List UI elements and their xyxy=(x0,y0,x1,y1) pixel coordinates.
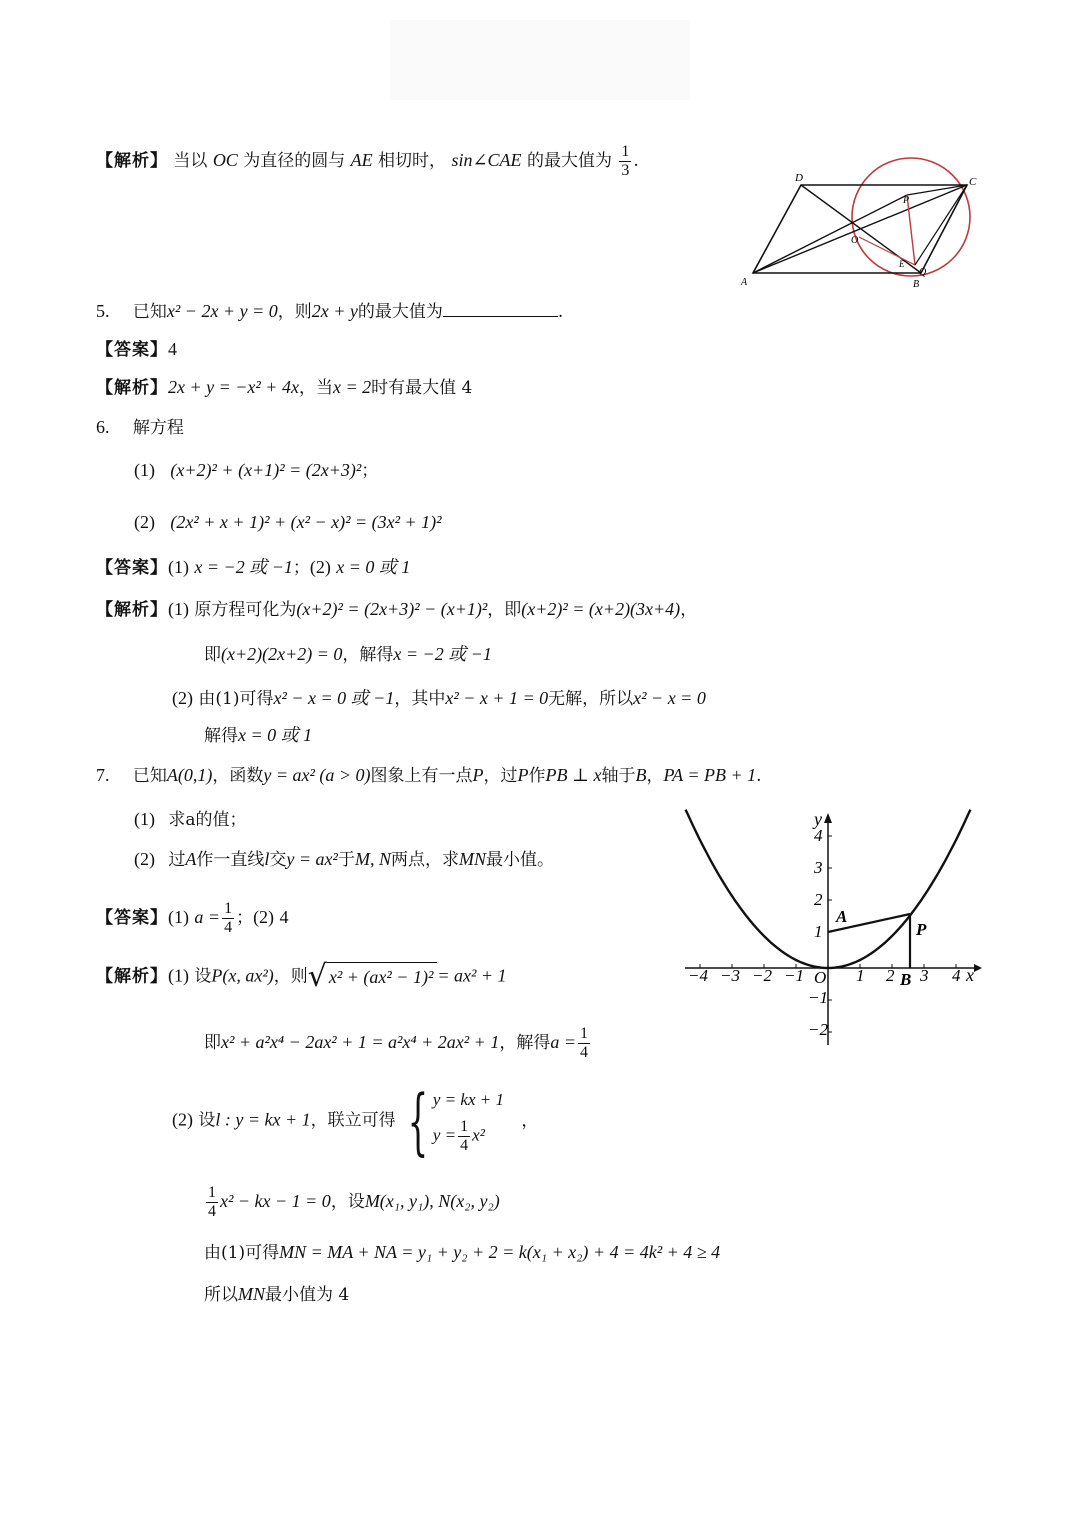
q6-part2 xyxy=(134,510,442,535)
line-oq xyxy=(859,237,915,265)
diagonal-ac xyxy=(753,185,967,273)
numerator: 1 xyxy=(579,1025,588,1042)
math-pb: PB ⊥ x xyxy=(545,765,602,785)
text: 相切时， xyxy=(378,151,447,171)
q7-part1 xyxy=(134,807,247,832)
q6-analysis-4 xyxy=(204,723,312,748)
denominator: 4 xyxy=(208,1203,216,1220)
text: 交 xyxy=(269,850,287,870)
q5-stem xyxy=(96,298,563,324)
text: ，当 xyxy=(298,378,333,398)
part-label: (1) xyxy=(134,809,155,829)
answer-2: x = 0 或 1 xyxy=(336,557,411,577)
part-label: (2) xyxy=(172,688,193,708)
fraction xyxy=(458,1118,470,1155)
y-tick-label: 3 xyxy=(814,858,823,877)
q7-analysis-1 xyxy=(96,959,507,994)
fraction xyxy=(578,1025,590,1062)
text: . xyxy=(557,302,564,322)
math-eq: x² − kx − 1 = 0 xyxy=(220,1191,331,1211)
text: 即 xyxy=(204,1033,221,1053)
math-eq: x² − x = 0 或 −1 xyxy=(273,688,395,708)
text: 时有最大值 4 xyxy=(371,378,473,398)
math-ae: AE xyxy=(350,150,373,170)
text: ， xyxy=(646,766,664,786)
math-eq: (2x² + x + 1)² + (x² − x)² = (3x² + 1)² xyxy=(170,512,442,532)
text: 解方程 xyxy=(132,418,184,438)
text: . xyxy=(633,151,639,171)
text: 轴于 xyxy=(601,766,636,786)
math-eq: x² − x = 0 xyxy=(633,688,706,708)
analysis-label: 【解析】 xyxy=(96,966,168,987)
square-root xyxy=(307,959,438,994)
equation-system xyxy=(401,1079,504,1163)
x-tick-label: 2 xyxy=(886,966,895,985)
y-axis-label: y xyxy=(814,809,822,829)
text: ，设 xyxy=(330,1192,365,1212)
text: ，联立可得 xyxy=(310,1110,396,1131)
answer-2: 4 xyxy=(279,907,289,927)
q4-analysis-line xyxy=(96,143,639,180)
math-cond: PA = PB + 1 xyxy=(663,765,757,785)
text: 由(1)可得 xyxy=(198,689,274,709)
text: 作一直线 xyxy=(196,850,265,870)
q5-answer xyxy=(96,337,177,362)
analysis-label: 【解析】 xyxy=(96,378,168,398)
point-a-label: A xyxy=(836,907,848,926)
text: 设 xyxy=(198,1110,216,1131)
text: 求a的值； xyxy=(168,810,247,830)
answer-1: x = −2 或 −1 xyxy=(194,557,293,577)
numerator: 1 xyxy=(224,900,233,917)
part-label: (1) xyxy=(168,557,189,577)
part-label: (2) xyxy=(253,907,275,927)
brace: { xyxy=(407,1079,429,1163)
y-tick-label: 1 xyxy=(814,922,823,941)
q7-analysis-4 xyxy=(204,1184,500,1221)
denominator: 4 xyxy=(224,919,233,936)
text: ； xyxy=(361,461,379,481)
text: 最小值为 4 xyxy=(265,1285,350,1305)
label-o: O xyxy=(851,235,859,246)
math-l: l xyxy=(264,849,270,869)
circle-oc xyxy=(852,158,970,276)
answer-value: 4 xyxy=(168,339,177,359)
radicand: x² + (ax² − 1)² xyxy=(327,962,437,989)
math-eq: x = 0 或 1 xyxy=(238,725,313,745)
line-qc xyxy=(915,185,967,265)
geometry-figure-1 xyxy=(735,145,985,295)
math-rhs: = ax² + 1 xyxy=(437,965,507,986)
x-tick-label: −3 xyxy=(720,966,740,985)
text: ； xyxy=(236,908,254,928)
text: 无解，所以 xyxy=(548,689,634,709)
text: 解得 xyxy=(204,726,238,746)
y-tick-label: −1 xyxy=(808,988,828,1007)
text: 已知 xyxy=(132,766,167,786)
q6-analysis-3 xyxy=(172,686,706,711)
math-eq: (x+2)(2x+2) = 0 xyxy=(221,644,343,664)
text: ， xyxy=(680,600,698,620)
line-pc xyxy=(907,185,967,195)
math-eq: (x+2)² + (x+1)² = (2x+3)² xyxy=(170,460,362,480)
q7-analysis-6 xyxy=(204,1282,349,1307)
point-p-label: P xyxy=(916,920,927,939)
part-label: (2) xyxy=(134,512,155,532)
numerator: 1 xyxy=(208,1184,216,1201)
math-a: a = xyxy=(550,1032,576,1052)
y-axis-arrow xyxy=(824,813,832,823)
q7-answer xyxy=(96,900,288,937)
math-eq: 2x + y = −x² + 4x xyxy=(168,377,299,397)
text: ，函数 xyxy=(212,766,264,786)
math-expr: 2x + y xyxy=(311,301,358,321)
point-b-label: B xyxy=(900,970,912,989)
q7-analysis-5 xyxy=(204,1240,720,1265)
x-tick-label: 1 xyxy=(856,966,865,985)
system-row-1: y = kx + 1 xyxy=(432,1089,504,1109)
label-e: E xyxy=(899,259,905,269)
q7-analysis-3 xyxy=(172,1079,539,1163)
x-tick-label: −4 xyxy=(688,966,708,985)
math-oc: OC xyxy=(212,150,238,170)
math-line: l : y = kx + 1 xyxy=(215,1109,311,1130)
part-label: (2) xyxy=(134,849,155,869)
math-mn: M, N xyxy=(354,849,391,869)
math-mn: MN xyxy=(238,1284,265,1304)
analysis-label: 【解析】 xyxy=(96,600,168,620)
math-point-a: A(0,1) xyxy=(166,765,213,785)
parabola-graph xyxy=(680,805,990,1050)
answer-label: 【答案】 xyxy=(96,558,168,578)
label-a: A xyxy=(741,277,748,288)
denominator: 3 xyxy=(621,162,630,179)
q6-analysis-2 xyxy=(204,642,492,667)
text: 最小值。 xyxy=(485,850,554,870)
denominator: 4 xyxy=(460,1136,469,1154)
text: . xyxy=(756,766,762,786)
numerator: 1 xyxy=(621,143,630,160)
text: 设 xyxy=(194,966,212,987)
math-eq: (x+2)² = (x+2)(3x+4) xyxy=(521,599,681,619)
text: ； xyxy=(292,558,310,578)
x-tick-label: −1 xyxy=(784,966,804,985)
q7-analysis-2 xyxy=(204,1025,592,1062)
text: ， xyxy=(521,1110,539,1131)
x-tick-label: 3 xyxy=(920,966,929,985)
x-axis-arrow xyxy=(974,964,982,972)
math-a: A xyxy=(185,849,197,869)
text: 当以 xyxy=(173,151,208,171)
text: 即 xyxy=(204,645,221,665)
question-number: 6. xyxy=(96,417,110,437)
fraction xyxy=(222,900,234,937)
text: 过 xyxy=(168,850,186,870)
part-label: (1) xyxy=(168,907,189,927)
text: ，过 xyxy=(483,766,518,786)
text: ，其中 xyxy=(394,689,446,709)
part-label: (2) xyxy=(309,557,331,577)
math-mn: MN xyxy=(458,849,486,869)
part-label: (1) xyxy=(168,965,189,986)
text: 的最大值为 xyxy=(526,151,612,171)
q6-stem xyxy=(96,415,184,440)
q6-answer xyxy=(96,555,410,580)
system-row-2 xyxy=(433,1118,504,1155)
math-sin: sin∠CAE xyxy=(451,150,522,170)
math-eq: x = −2 或 −1 xyxy=(393,644,492,664)
fraction xyxy=(619,143,631,180)
math-eq: x² + a²x⁴ − 2ax² + 1 = a²x⁴ + 2ax² + 1 xyxy=(221,1032,500,1052)
answer-label: 【答案】 xyxy=(96,908,168,928)
x-tick-label: −2 xyxy=(752,966,772,985)
header-watermark-area xyxy=(390,20,690,100)
text: 的最大值为 xyxy=(357,302,443,322)
y-tick-label: 2 xyxy=(814,890,823,909)
label-p: P xyxy=(903,195,910,206)
text: 所以 xyxy=(204,1285,238,1305)
question-number: 5. xyxy=(96,301,110,321)
math-func: y = ax² xyxy=(286,849,338,869)
q7-part2 xyxy=(134,847,554,872)
x-axis-label: x xyxy=(966,965,974,985)
q6-analysis-1 xyxy=(96,597,697,622)
text: 原方程可化为 xyxy=(194,600,297,620)
q6-part1 xyxy=(134,458,378,483)
answer-label: 【答案】 xyxy=(96,340,168,360)
answer-blank[interactable] xyxy=(443,298,558,317)
numerator: 1 xyxy=(460,1117,469,1135)
math-p: P xyxy=(472,765,484,785)
part-label: (1) xyxy=(134,460,155,480)
part-label: (1) xyxy=(168,599,189,619)
math-mn: M(x₁, y₁), N(x₂, y₂) xyxy=(364,1191,500,1211)
radical-sign: √ xyxy=(307,959,327,994)
label-q: Q xyxy=(919,267,927,278)
y-tick-label: 4 xyxy=(814,826,823,845)
math-eq: x² − x + 1 = 0 xyxy=(445,688,549,708)
math-b: B xyxy=(635,765,647,785)
analysis-label: 【解析】 xyxy=(96,151,168,171)
math-eq: (x+2)² = (2x+3)² − (x+1)² xyxy=(296,599,488,619)
math-p: P(x, ax²) xyxy=(211,965,274,986)
label-c: C xyxy=(969,176,977,188)
text: 为直径的圆与 xyxy=(243,151,346,171)
text: ，则 xyxy=(277,302,312,322)
denominator: 4 xyxy=(579,1044,588,1061)
text: ，则 xyxy=(273,966,308,987)
math-eq: x² − 2x + y = 0 xyxy=(166,301,278,321)
math-p: P xyxy=(517,765,529,785)
system-rows xyxy=(433,1088,504,1155)
math-func: y = ax² (a > 0) xyxy=(263,765,371,785)
math-x: x = 2 xyxy=(332,377,372,397)
origin-label: O xyxy=(814,968,827,987)
text: 作 xyxy=(528,766,546,786)
math-eq: MN = MA + NA = y₁ + y₂ + 2 = k(x₁ + x₂) + 4 = 4k² + 4 ≥ 4 xyxy=(279,1242,721,1262)
q7-stem xyxy=(96,763,762,788)
text: 于 xyxy=(337,850,355,870)
question-number: 7. xyxy=(96,765,110,785)
part-label: (2) xyxy=(172,1109,193,1130)
text: 已知 xyxy=(132,302,167,322)
text: 图象上有一点 xyxy=(370,766,473,786)
text: ，解得 xyxy=(342,645,394,665)
x-tick-label: 4 xyxy=(952,966,961,985)
label-b: B xyxy=(913,279,920,290)
text: 由(1)可得 xyxy=(204,1243,280,1263)
text: x² xyxy=(472,1124,485,1144)
y-tick-label: −2 xyxy=(808,1020,828,1039)
label-d: D xyxy=(795,172,803,184)
math-a: a = xyxy=(194,907,221,927)
text: 两点，求 xyxy=(390,850,459,870)
text: ，解得 xyxy=(499,1033,551,1053)
text: y = xyxy=(432,1124,457,1144)
fraction xyxy=(206,1184,218,1221)
text: ，即 xyxy=(487,600,522,620)
q5-analysis xyxy=(96,375,472,400)
